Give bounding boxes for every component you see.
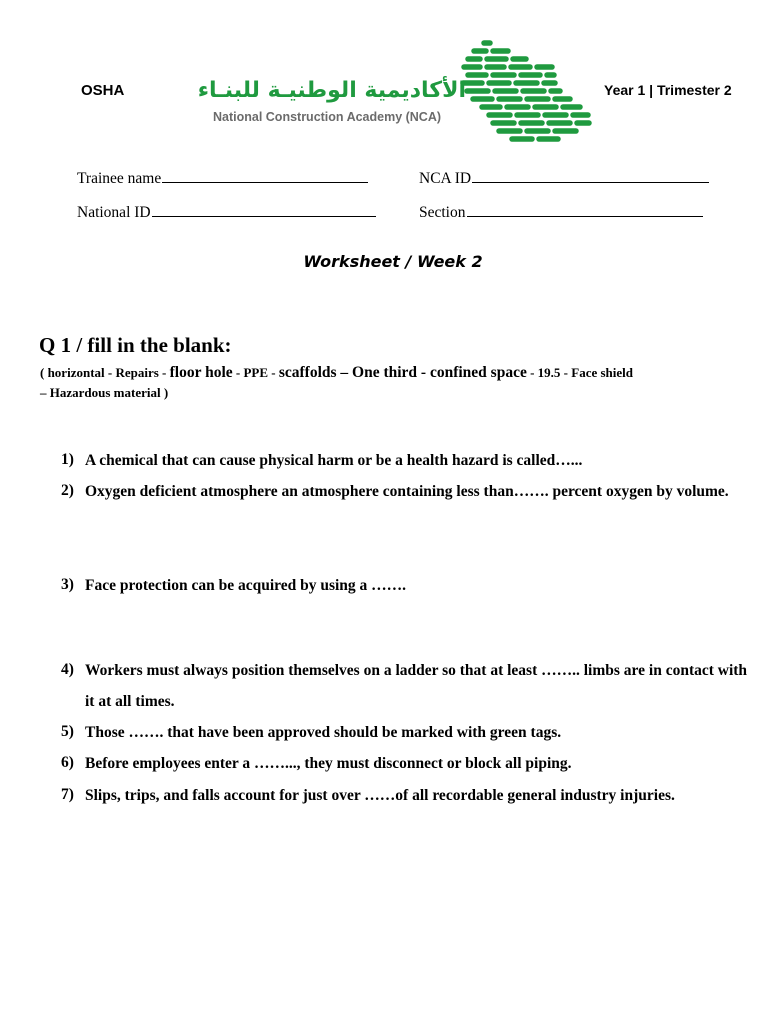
item-number: 7) <box>61 786 74 803</box>
year-trimester-label: Year 1 | Trimester 2 <box>604 82 732 98</box>
section-blank[interactable] <box>467 204 703 217</box>
item-number: 6) <box>61 754 74 771</box>
nca-id-field[interactable] <box>419 170 709 188</box>
item-text: Oxygen deficient atmosphere an atmosphere containing less than……. percent oxygen by volume. <box>85 483 729 500</box>
item-text: Before employees enter a ……..., they must disconnect or block all piping. <box>85 755 572 772</box>
item-number: 4) <box>61 661 74 678</box>
trainee-name-field[interactable] <box>77 170 368 188</box>
word-bank <box>40 363 750 403</box>
word-bank-line-2: – Hazardous material ) <box>40 385 169 400</box>
osha-label: OSHA <box>81 82 125 99</box>
nca-id-blank[interactable] <box>472 170 709 183</box>
item-number: 3) <box>61 576 74 593</box>
section-field[interactable] <box>419 204 703 222</box>
section-label: Section <box>419 204 466 221</box>
national-id-label: National ID <box>77 204 151 221</box>
word-bank-part: - PPE - <box>232 365 279 380</box>
item-text: Workers must always position themselves on a ladder so that at least …….. limbs are in contact with it at all times. <box>85 662 748 710</box>
word-bank-line-1 <box>40 363 750 383</box>
item-text: Those ……. that have been approved should be marked with green tags. <box>85 724 562 741</box>
national-id-field[interactable] <box>77 204 376 222</box>
word-bank-part: - 19.5 - Face shield <box>526 365 633 380</box>
word-bank-part: ( horizontal - Repairs - <box>40 365 170 380</box>
item-number: 1) <box>61 451 74 468</box>
nca-brick-logo-icon <box>460 38 595 144</box>
worksheet-title: Worksheet / Week 2 <box>303 252 483 271</box>
logo-arabic-text: الأكاديمية الوطنيـة للبنـاء <box>197 78 466 103</box>
logo-english-text: National Construction Academy (NCA) <box>213 110 442 124</box>
word-bank-part: floor hole <box>169 364 233 381</box>
national-id-blank[interactable] <box>152 204 376 217</box>
trainee-name-label: Trainee name <box>77 170 162 187</box>
item-text: A chemical that can cause physical harm or be a health hazard is called…... <box>85 452 583 469</box>
word-bank-part: scaffolds – One third - confined space <box>278 364 527 381</box>
item-text: Face protection can be acquired by using a ……. <box>85 577 407 594</box>
item-number: 2) <box>61 482 74 499</box>
item-text: Slips, trips, and falls account for just over ……of all recordable general industry injuries. <box>85 787 675 804</box>
trainee-name-blank[interactable] <box>162 170 368 183</box>
nca-id-label: NCA ID <box>419 170 472 187</box>
question-title: Q 1 / fill in the blank: <box>39 333 232 357</box>
item-number: 5) <box>61 723 74 740</box>
